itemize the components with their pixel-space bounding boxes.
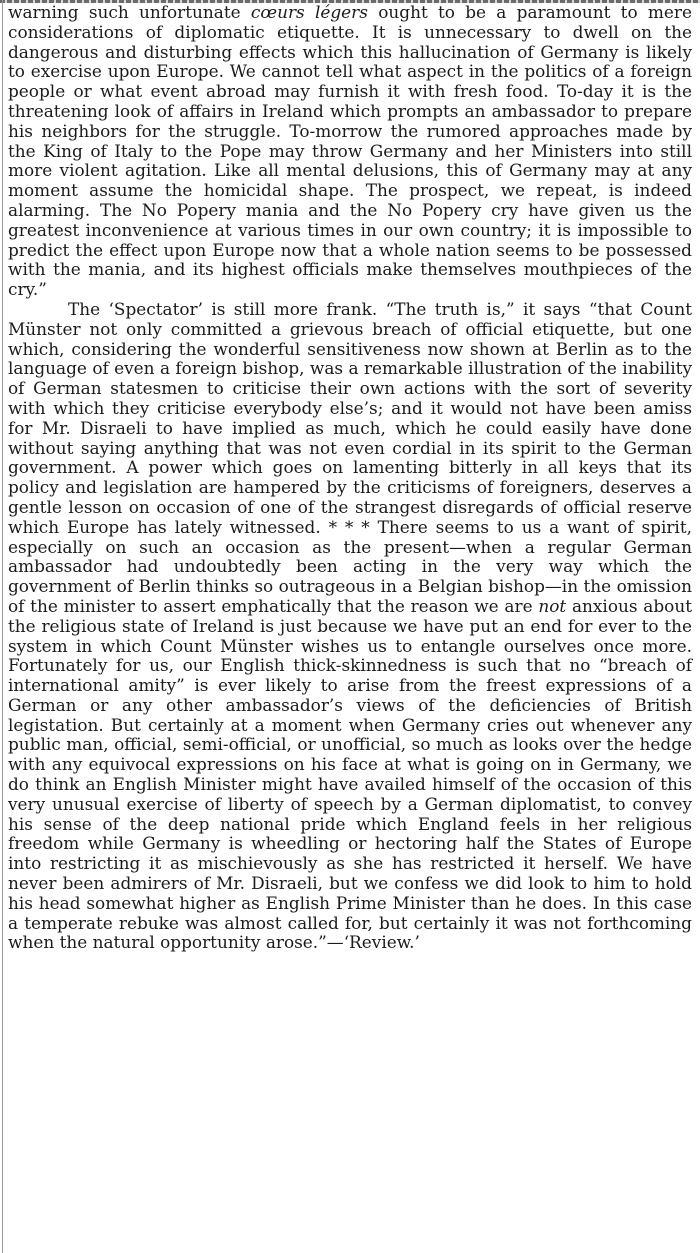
left-column-rule — [2, 0, 3, 1253]
paragraph-2-text-b: anxious about the religious state of Ireland is just because we have put an end for ever to the system in which Count Münster wishes us to entangle ourselves once more. Fortunately for us, our English thick-skinnedness is such that no “breach of international amity” is ever likely to arise from the freest expressions of a German or any other ambassador’s views of the deficiencies of British legistation. But certainly at a moment when Germany cries out whenever any public man, official, semi-official, or unofficial, so much as looks over the hedge with any equivocal expressions on his face at what is going on in Germany, we do think an English Minister might have availed himself of the occasion of this very unusual exercise of liberty of speech by a German diplomatist, to convey his sense of the deep national pride which England feels in her religious freedom while Germany is wheedling or hectoring half the States of Europe into restricting it as mischievously as she has restricted it herself. We have never been admirers of Mr. Disraeli, but we confess we did look to him to hold his head somewhat higher as English Prime Minister than he does. In this case a temperate rebuke was almost called for, but certainly it was not forthcoming when the natural opportunity arose.”—‘Review.’ — [8, 595, 693, 953]
article-paragraph-2 — [8, 300, 692, 953]
paragraph-1-text-b: ought to be a paramount to mere considerations of diplomatic etiquette. It is unnecessary to dwell on the dangerous and disturbing effects which this hallucination of Germany is likely to exercise upon Europe. We cannot tell what aspect in the politics of a foreign people or what event abroad may furnish it with fresh food. To-day it is the threatening look of affairs in Ireland which prompts an ambassador to prepare his neighbors for the struggle. To-morrow the rumored approaches made by the King of Italy to the Pope may throw Germany and her Ministers into still more violent agitation. Like all mental delusions, this of Germany may at any moment assume the homicidal shape. The prospect, we repeat, is indeed alarming. The No Popery mania and the No Popery cry have given us the greatest inconvenience at various times in our own country; it is impossible to predict the effect upon Europe now that a whole nation seems to be possessed with the mania, and its highest officials make themselves mouthpieces of the cry.” — [8, 2, 692, 300]
article-paragraph-1 — [8, 3, 692, 300]
paragraph-1-french-phrase: cœurs légers — [250, 2, 368, 22]
newspaper-column — [8, 3, 692, 953]
paragraph-2-text-a: The ‘Spectator’ is still more frank. “The truth is,” it says “that Count Münster not only committed a grievous breach of official etiquette, but one which, considering the wonderful sensitiveness now shown at Berlin as to the language of even a foreign bishop, was a remarkable illustration of the inability of German statesmen to criticise their own actions with the sort of severity with which they criticise everybody else’s; and it would not have been amiss for Mr. Disraeli to have implied as much, which he could easily have done without saying anything that was not even cordial in its spirit to the German government. A power which goes on lamenting bitterly in all keys that its policy and legislation are hampered by the criticisms of foreigners, deserves a gentle lesson on occasion of one of the strangest disregards of official reserve which Europe has lately witnessed. * * * There seems to us a want of spirit, especially on such an occasion as the present—when a regular German ambassador had undoubtedly been acting in the very way which the government of Berlin thinks so outrageous in a Belgian bishop—in the omission of the minister to assert emphatically that the reason we are — [8, 298, 692, 616]
paragraph-1-text-a: warning such unfortunate — [8, 2, 251, 22]
paragraph-2-emphasis-not: not — [538, 595, 567, 616]
